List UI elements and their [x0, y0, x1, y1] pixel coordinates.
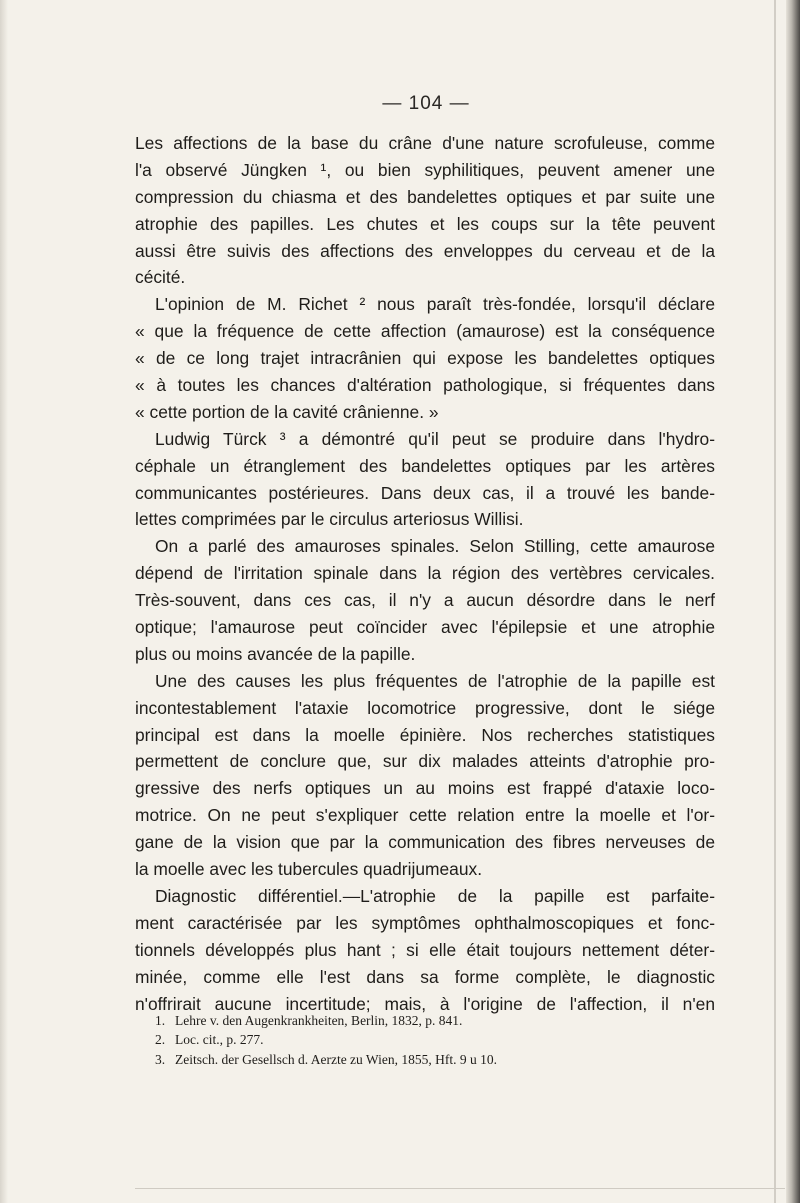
page-number: — 104 — — [382, 93, 470, 114]
text-line: l'a observé Jüngken ¹, ou bien syphilitiques, peuvent amener une — [135, 159, 715, 180]
footnote-text: Lehre v. den Augenkrankheiten, Berlin, 1832, p. 841. — [175, 1013, 463, 1028]
text-line: « cette portion de la cavité crânienne. » — [135, 401, 439, 422]
footnote-text: Loc. cit., p. 277. — [175, 1032, 264, 1048]
paragraph — [135, 291, 715, 425]
paragraph — [135, 533, 715, 667]
footnote-text: Zeitsch. der Gesellsch d. Aerzte zu Wien, 1855, Hft. 9 u 10. — [175, 1051, 497, 1067]
page-edge — [786, 0, 800, 1203]
text-line: principal est dans la moelle épinière. Nos recherches statistiques — [135, 724, 715, 745]
text-line: Très-souvent, dans ces cas, il n'y a aucun désordre dans le nerf — [135, 590, 715, 611]
footnotes — [155, 1011, 735, 1069]
text-line: minée, comme elle l'est dans sa forme complète, le diagnostic — [135, 966, 715, 987]
footnote-number: 2. — [155, 1032, 166, 1048]
text-line: n'offrirait aucune incertitude; mais, à l'origine de l'affection, il n'en — [135, 993, 715, 1014]
text-line: Une des causes les plus fréquentes de l'atrophie de la papille est — [155, 670, 715, 691]
text-line: « à toutes les chances d'altération pathologique, si fréquentes dans — [135, 375, 715, 396]
text-line: la moelle avec les tubercules quadrijumeaux. — [135, 859, 483, 880]
text-line: gane de la vision que par la communication des fibres nerveuses de — [135, 832, 715, 853]
text-line: ment caractérisée par les symptômes ophthalmoscopiques et fonc- — [135, 912, 715, 933]
footnote — [155, 1030, 735, 1049]
text-line: « de ce long trajet intracrânien qui expose les bandelettes optiques — [135, 348, 715, 369]
text-line: gressive des nerfs optiques un au moins est frappé d'ataxie loco- — [135, 778, 715, 799]
page-gutter-shadow — [0, 0, 8, 1203]
text-line: céphale un étranglement des bandelettes optiques par les artères — [135, 455, 715, 476]
paragraph — [135, 883, 715, 1017]
paragraph — [135, 130, 715, 291]
paragraph — [135, 668, 715, 883]
footnote-number: 1. — [155, 1013, 166, 1028]
page-bottom-rule — [135, 1188, 785, 1189]
footnote — [155, 1011, 735, 1030]
text-line: compression du chiasma et des bandelettes optiques et par suite une — [135, 186, 715, 207]
text-line: incontestablement l'ataxie locomotrice progressive, dont le siége — [135, 697, 715, 718]
text-line: Ludwig Türck ³ a démontré qu'il peut se produire dans l'hydro- — [155, 428, 715, 449]
text-line: lettes comprimées par le circulus arteriosus Willisi. — [135, 509, 524, 530]
text-line: atrophie des papilles. Les chutes et les coups sur la tête peuvent — [135, 213, 715, 234]
footnote-number: 3. — [155, 1051, 166, 1067]
footnote — [155, 1050, 735, 1069]
text-line: On a parlé des amauroses spinales. Selon Stilling, cette amaurose — [155, 536, 715, 557]
text-line: Diagnostic différentiel.—L'atrophie de la papille est parfaite- — [155, 885, 715, 906]
paragraph — [135, 426, 715, 534]
text-line: optique; l'amaurose peut coïncider avec l'épilepsie et une atrophie — [135, 617, 715, 638]
text-line: motrice. On ne peut s'expliquer cette relation entre la moelle et l'or- — [135, 805, 715, 826]
text-line: cécité. — [135, 267, 186, 288]
text-line: tionnels développés plus hant ; si elle était toujours nettement déter- — [135, 939, 715, 960]
text-line: aussi être suivis des affections des enveloppes du cerveau et de la — [135, 240, 715, 261]
text-line: Les affections de la base du crâne d'une nature scrofuleuse, comme — [135, 133, 715, 153]
page-edge-line — [774, 0, 776, 1203]
text-line: plus ou moins avancée de la papille. — [135, 643, 416, 664]
text-line: permettent de conclure que, sur dix malades atteints d'atrophie pro- — [135, 751, 715, 772]
text-line: L'opinion de M. Richet ² nous paraît très-fondée, lorsqu'il déclare — [155, 294, 715, 315]
body-text — [135, 130, 715, 1017]
text-line: « que la fréquence de cette affection (amaurose) est la conséquence — [135, 321, 715, 342]
text-line: dépend de l'irritation spinale dans la région des vertèbres cervicales. — [135, 563, 715, 584]
text-line: communicantes postérieures. Dans deux cas, il a trouvé les bande- — [135, 482, 715, 503]
